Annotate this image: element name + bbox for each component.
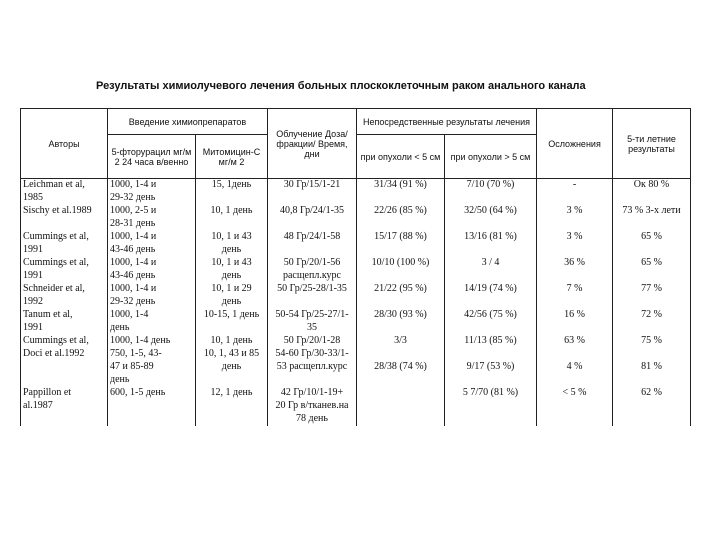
table-cell-line: < 5 % <box>562 387 587 398</box>
header-five-year: 5-ти летние результаты <box>613 109 691 179</box>
table-cell-line <box>447 218 534 231</box>
table-cell-line: 10, 1 и 43 <box>211 231 252 242</box>
table-cell-line: 32/50 (64 %) <box>464 205 517 216</box>
table-cell-line: 63 % <box>564 335 585 346</box>
table-cell-line: Tanum et al, <box>23 309 73 320</box>
tumor-gt5-column <box>445 179 537 427</box>
table-cell-line: 1991 <box>23 270 43 281</box>
table-cell-line: Schneider et al, <box>23 283 85 294</box>
table-cell-line <box>539 218 610 231</box>
table-cell-line: 28/38 (74 %) <box>374 361 427 372</box>
table-cell-line <box>539 296 610 309</box>
table-cell-line: 750, 1-5, 43- <box>110 348 162 359</box>
table-cell-line: Cummings et al, <box>23 231 89 242</box>
table-cell-line: день <box>221 270 242 281</box>
table-cell-line: Ок 80 % <box>633 179 670 190</box>
table-cell-line: al.1987 <box>23 400 53 411</box>
table-cell-line <box>23 374 105 387</box>
table-cell-line <box>359 387 442 400</box>
table-cell-line: 40,8 Гр/24/1-35 <box>279 205 345 216</box>
table-cell-line: 81 % <box>641 361 662 372</box>
table-cell-line: Pappillon et <box>23 387 72 398</box>
table-cell-line: 21/22 (95 %) <box>374 283 427 294</box>
table-cell-line <box>615 400 688 413</box>
table-cell-line: 50 Гр/25-28/1-35 <box>277 283 347 294</box>
table-cell-line <box>23 361 105 374</box>
table-cell-line: 35 <box>307 322 317 333</box>
table-cell-line <box>447 400 534 413</box>
results-table <box>20 108 691 426</box>
table-cell-line <box>359 322 442 335</box>
header-tumor-gt5: при опухоли > 5 см <box>445 135 537 179</box>
table-cell-line: 72 % <box>641 309 662 320</box>
table-cell-line <box>615 270 688 283</box>
table-cell-line: 50 Гр/20/1-56 <box>283 257 341 268</box>
table-cell-line: Sischy et al.1989 <box>23 205 92 216</box>
table-cell-line: 3 % <box>566 205 583 216</box>
table-cell-line <box>615 192 688 205</box>
authors-column <box>21 179 108 427</box>
table-cell-line <box>615 374 688 387</box>
table-cell-line <box>359 192 442 205</box>
table-cell-line: 53 расщепл.курс <box>276 361 348 372</box>
table-cell-line <box>447 270 534 283</box>
table-cell-line: 62 % <box>641 387 662 398</box>
tumor-lt5-column <box>357 179 445 427</box>
table-cell-line <box>270 192 354 205</box>
table-cell-line <box>359 296 442 309</box>
table-cell-line: 54-60 Гр/30-33/1- <box>275 348 349 359</box>
header-complications: Осложнения <box>537 109 613 179</box>
table-cell-line: 65 % <box>641 257 662 268</box>
table-cell-line: 65 % <box>641 231 662 242</box>
table-cell-line <box>615 296 688 309</box>
table-cell-line: Leichman et al, <box>23 179 85 190</box>
table-cell-line: день <box>221 361 242 372</box>
header-radiation: Облучение Доза/фракции/ Время, дни <box>268 109 357 179</box>
table-cell-line <box>539 244 610 257</box>
table-cell-line: 4 % <box>566 361 583 372</box>
table-cell-line <box>198 322 265 335</box>
table-cell-line: 1000, 1-4 и <box>110 231 157 242</box>
table-cell-line: 1985 <box>23 192 43 203</box>
table-cell-line: 29-32 день <box>110 296 156 307</box>
table-cell-line <box>270 296 354 309</box>
table-cell-line: 15/17 (88 %) <box>374 231 427 242</box>
table-cell-line <box>447 348 534 361</box>
table-cell-line <box>270 218 354 231</box>
five-year-column <box>613 179 691 427</box>
table-cell-line <box>270 374 354 387</box>
table-cell-line <box>359 218 442 231</box>
results-table-container <box>20 108 691 426</box>
table-cell-line: 1000, 1-4 и <box>110 179 157 190</box>
table-cell-line <box>359 244 442 257</box>
table-cell-line: 30 Гр/15/1-21 <box>283 179 341 190</box>
table-cell-line: 16 % <box>564 309 585 320</box>
radiation-column <box>268 179 357 427</box>
table-cell-line: 10, 1 день <box>210 335 253 346</box>
header-5-fluorouracil: 5-фторурацил мг/м 2 24 часа в/венно <box>108 135 196 179</box>
table-cell-line <box>110 400 193 413</box>
table-cell-line: 10, 1 и 29 <box>211 283 252 294</box>
table-cell-line: 5 7/70 (81 %) <box>462 387 519 398</box>
table-cell-line: 47 и 85-89 <box>110 361 154 372</box>
table-cell-line: 48 Гр/24/1-58 <box>283 231 341 242</box>
table-cell-line: 1000, 1-4 день <box>110 335 171 346</box>
table-cell-line: 3 / 4 <box>481 257 500 268</box>
table-cell-line: 43-46 день <box>110 270 156 281</box>
page-title: Результаты химиолучевого лечения больных плоскоклеточным раком анального канала <box>96 80 586 92</box>
table-cell-line <box>447 244 534 257</box>
table-cell-line: 7 % <box>566 283 583 294</box>
table-cell-line: 15, 1день <box>211 179 252 190</box>
table-cell-line <box>615 322 688 335</box>
table-cell-line: 1000, 2-5 и <box>110 205 157 216</box>
table-cell-line: день <box>110 374 130 385</box>
complications-column <box>537 179 613 427</box>
table-cell-line <box>198 218 265 231</box>
table-cell-line <box>198 400 265 413</box>
table-cell-line: Doci et al.1992 <box>23 348 85 359</box>
table-cell-line: 9/17 (53 %) <box>466 361 515 372</box>
table-cell-line <box>539 322 610 335</box>
table-cell-line <box>198 192 265 205</box>
table-cell-line: 20 Гр в/тканев.на <box>275 400 349 411</box>
table-cell-line: 10, 1 и 43 <box>211 257 252 268</box>
table-cell-line <box>539 270 610 283</box>
table-cell-line <box>359 374 442 387</box>
table-cell-line: 75 % <box>641 335 662 346</box>
header-drugs-group: Введение химиопрепаратов <box>108 109 268 135</box>
table-cell-line: 22/26 (85 %) <box>374 205 427 216</box>
table-cell-line: 3/3 <box>394 335 407 346</box>
table-cell-line: 78 день <box>296 413 328 424</box>
header-mitomycin: Митомицин-С мг/м 2 <box>196 135 268 179</box>
table-cell-line <box>447 192 534 205</box>
table-cell-line: 1991 <box>23 244 43 255</box>
table-cell-line <box>23 218 105 231</box>
table-cell-line <box>359 348 442 361</box>
fluorouracil-column <box>108 179 196 427</box>
table-cell-line: 73 % 3-х лети <box>622 205 681 216</box>
table-cell-line: 3 % <box>566 231 583 242</box>
table-cell-line: 50 Гр/20/1-28 <box>283 335 341 346</box>
header-immediate-results: Непосредственные результаты лечения <box>357 109 537 135</box>
table-cell-line <box>447 374 534 387</box>
header-authors: Авторы <box>21 109 108 179</box>
table-cell-line: расщепл.курс <box>282 270 341 281</box>
table-cell-line: 10/10 (100 %) <box>371 257 430 268</box>
table-cell-line: 36 % <box>564 257 585 268</box>
table-cell-line: 43-46 день <box>110 244 156 255</box>
table-cell-line: - <box>572 179 577 190</box>
table-cell-line: 14/19 (74 %) <box>464 283 517 294</box>
table-cell-line: 7/10 (70 %) <box>466 179 515 190</box>
table-cell-line: 77 % <box>641 283 662 294</box>
table-cell-line: 12, 1 день <box>210 387 253 398</box>
table-cell-line: 10, 1 день <box>210 205 253 216</box>
table-cell-line: 28-31 день <box>110 218 156 229</box>
table-cell-line: 1000, 1-4 <box>110 309 149 320</box>
table-cell-line: 11/13 (85 %) <box>464 335 517 346</box>
table-cell-line <box>198 374 265 387</box>
table-cell-line: 13/16 (81 %) <box>464 231 517 242</box>
table-cell-line: 42 Гр/10/1-19+ <box>280 387 344 398</box>
table-cell-line: 50-54 Гр/25-27/1- <box>275 309 349 320</box>
table-cell-line: Cummings et al, <box>23 257 89 268</box>
table-cell-line: 10, 1, 43 и 85 <box>203 348 260 359</box>
table-cell-line <box>539 348 610 361</box>
table-cell-line <box>447 322 534 335</box>
table-cell-line <box>359 400 442 413</box>
table-cell-line: день <box>110 322 130 333</box>
table-cell-line: день <box>221 244 242 255</box>
table-cell-line <box>615 244 688 257</box>
header-tumor-lt5: при опухоли < 5 см <box>357 135 445 179</box>
table-cell-line: 1991 <box>23 322 43 333</box>
table-cell-line: 1992 <box>23 296 43 307</box>
table-cell-line <box>539 400 610 413</box>
table-cell-line: 10-15, 1 день <box>203 309 260 320</box>
table-cell-line: 1000, 1-4 и <box>110 283 157 294</box>
table-cell-line: 42/56 (75 %) <box>464 309 517 320</box>
table-cell-line: день <box>221 296 242 307</box>
table-cell-line <box>615 218 688 231</box>
table-cell-line: 29-32 день <box>110 192 156 203</box>
table-cell-line: 28/30 (93 %) <box>374 309 427 320</box>
table-cell-line <box>447 296 534 309</box>
table-cell-line <box>359 270 442 283</box>
mitomycin-column <box>196 179 268 427</box>
table-cell-line: 1000, 1-4 и <box>110 257 157 268</box>
table-cell-line: Cummings et al, <box>23 335 89 346</box>
table-cell-line: 600, 1-5 день <box>110 387 166 398</box>
table-cell-line <box>539 374 610 387</box>
table-cell-line: 31/34 (91 %) <box>374 179 427 190</box>
table-cell-line <box>539 192 610 205</box>
table-cell-line <box>615 348 688 361</box>
table-cell-line <box>270 244 354 257</box>
